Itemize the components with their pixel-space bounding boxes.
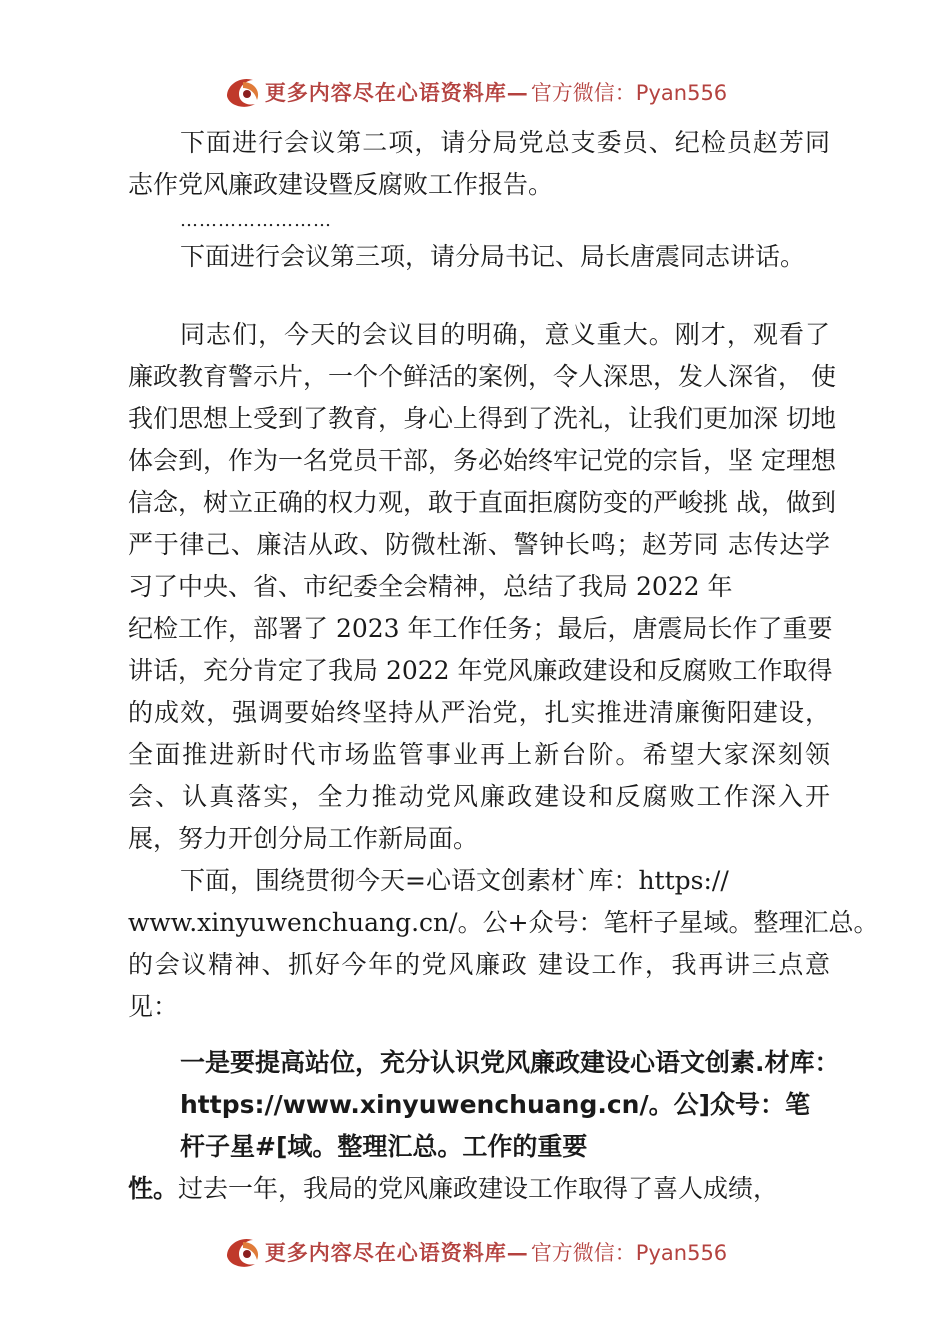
paragraph-line: 的会议精神、抓好今年的党风廉政 建设工作，我再讲三点意 — [128, 950, 830, 979]
paragraph-line: 见： — [128, 992, 179, 1021]
footer-main-text: 更多内容尽在心语资料库— — [264, 1240, 529, 1265]
spacer — [128, 1028, 830, 1042]
logo-icon — [223, 74, 263, 110]
paragraph-line: 纪检工作，部署了 2023 年工作任务；最后，唐震局长作了重要 — [128, 614, 833, 643]
paragraph-line: 下面进行会议第三项，请分局书记、局长唐震同志讲话。 — [180, 242, 806, 271]
paragraph-line: 下面进行会议第二项，请分局党总支委员、纪检员赵芳同 — [180, 128, 830, 157]
ellipsis-line: …………………… — [180, 210, 332, 231]
header-main-text: 更多内容尽在心语资料库— — [264, 80, 529, 105]
footer-banner — [0, 1232, 950, 1272]
logo-icon — [223, 1234, 263, 1270]
paragraph-line: 下面，围绕贯彻今天=心语文创素材`库：https:// — [180, 866, 729, 895]
paragraph-line: 全面推进新时代市场监管事业再上新台阶。希望大家深刻领 — [128, 740, 830, 769]
paragraph-line — [128, 1168, 830, 1210]
paragraph-line: 严于律己、廉洁从政、防微杜渐、警钟长鸣；赵芳同 志传达学 — [128, 530, 830, 559]
header-banner — [0, 72, 950, 112]
paragraph-text: 过去一年，我局的党风廉政建设工作取得了喜人成绩， — [178, 1174, 779, 1203]
paragraph-line: 同志们，今天的会议目的明确，意义重大。刚才，观看了 — [180, 320, 830, 349]
paragraph-line: 会、认真落实，全力推动党风廉政建设和反腐败工作深入开 — [128, 782, 830, 811]
paragraph-line: 志作党风廉政建设暨反腐败工作报告。 — [128, 170, 554, 199]
paragraph-line: 展，努力开创分局工作新局面。 — [128, 824, 479, 853]
heading-tail: 性。 — [128, 1174, 179, 1203]
document-body — [128, 122, 879, 1210]
paragraph-line: 廉政教育警示片，一个个鲜活的案例，令人深思，发人深省， 使 — [128, 362, 836, 391]
paragraph-line: www.xinyuwenchuang.cn/。公+众号：笔杆子星域。整理汇总。 — [128, 908, 879, 937]
section-heading-line: 杆子星#[域。整理汇总。工作的重要 — [180, 1132, 588, 1161]
header-contact-text: 官方微信：Pyan556 — [530, 81, 728, 105]
paragraph-line: 的成效，强调要始终坚持从严治党，扎实推进清廉衡阳建设， — [128, 698, 830, 727]
section-heading-line: 一是要提高站位，充分认识党风廉政建设心语文创素.材库： — [180, 1048, 840, 1077]
paragraph-line: 信念，树立正确的权力观，敢于直面拒腐防变的严峻挑 战，做到 — [128, 488, 836, 517]
paragraph-line: 体会到，作为一名党员干部，务必始终牢记党的宗旨，坚 定理想 — [128, 446, 836, 475]
footer-contact-text: 官方微信：Pyan556 — [530, 1241, 728, 1265]
spacer — [128, 278, 830, 314]
paragraph-line: 习了中央、省、市纪委全会精神，总结了我局 2022 年 — [128, 572, 733, 601]
section-heading-line: https://www.xinyuwenchuang.cn/。公]众号：笔 — [180, 1090, 811, 1119]
paragraph-line: 讲话，充分肯定了我局 2022 年党风廉政建设和反腐败工作取得 — [128, 656, 833, 685]
paragraph-line: 我们思想上受到了教育，身心上得到了洗礼，让我们更加深 切地 — [128, 404, 836, 433]
